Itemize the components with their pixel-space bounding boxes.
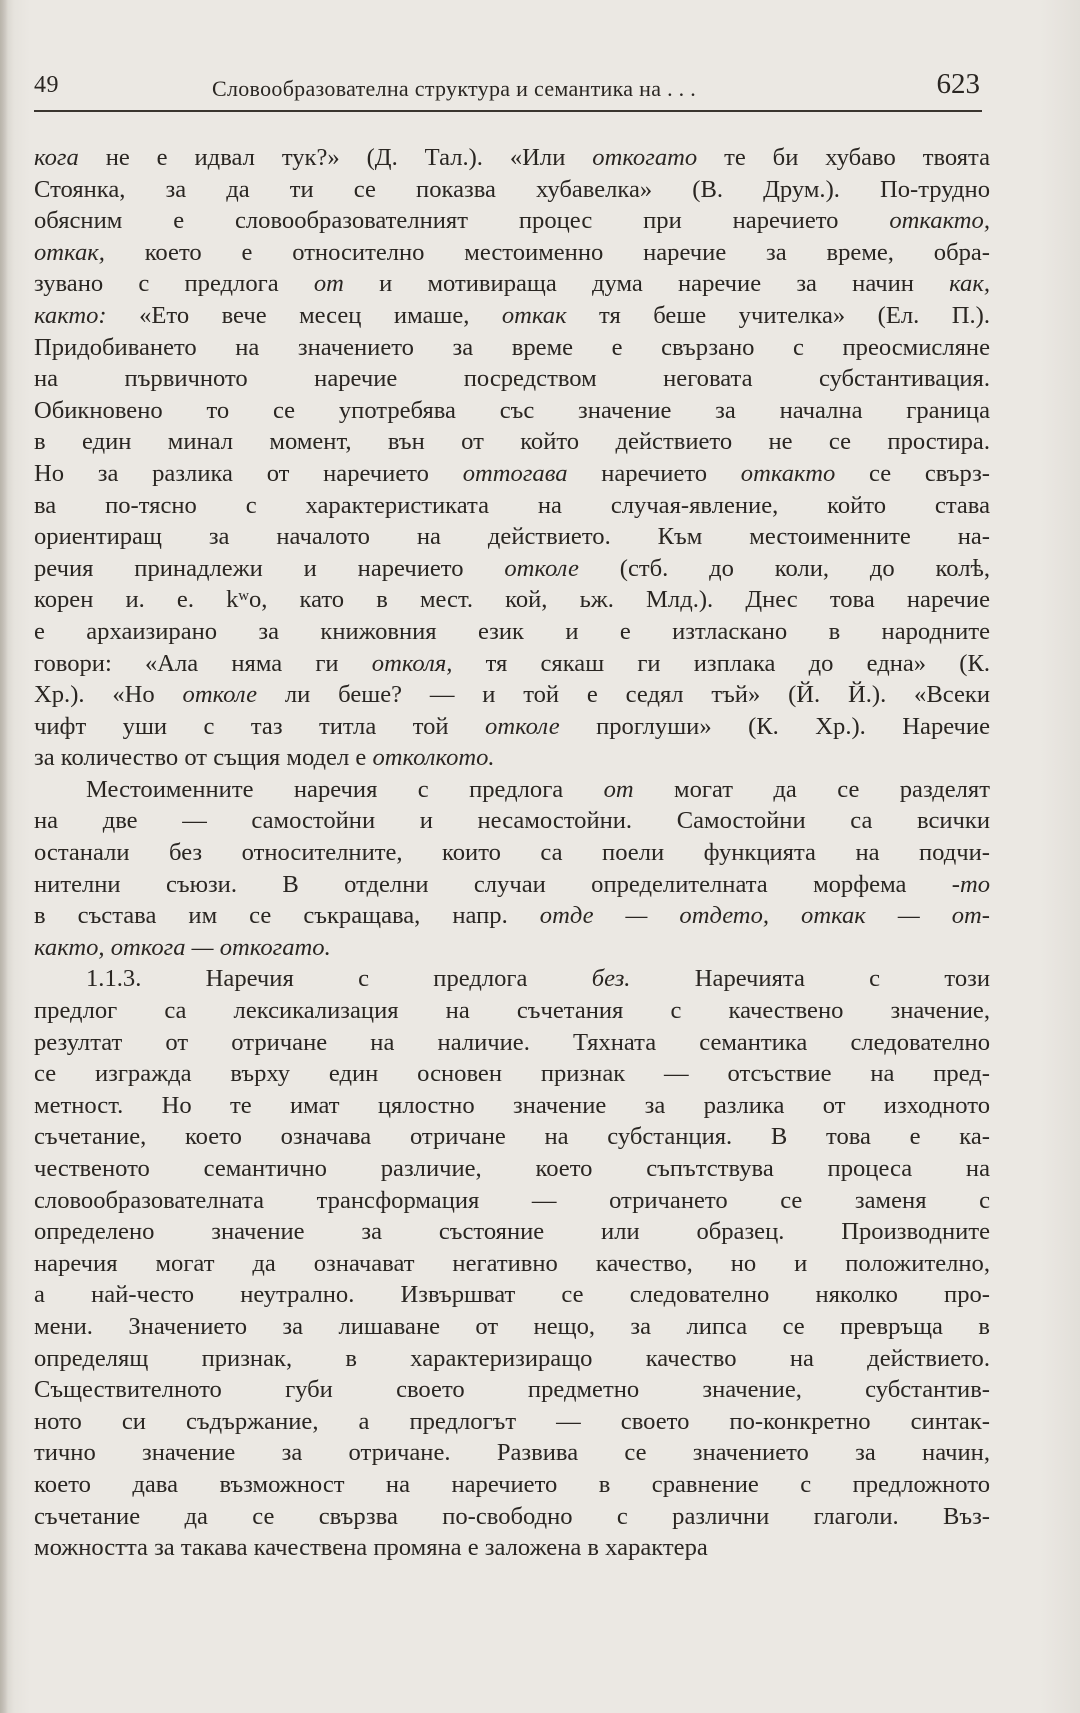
- text-line: ното си съдържание, а предлогът — своето по-конкретно синтак-: [34, 1407, 990, 1435]
- text-line: на първичното наречие посредством неговата субстантивация.: [34, 365, 990, 393]
- text-line: е архаизирано за книжовния език и е изтласкано в народните: [34, 617, 990, 645]
- italic-term: от: [603, 775, 634, 803]
- text-line: Придобиването на значението за време е свързано с преосмисляне: [34, 333, 990, 361]
- italic-term: откакто,: [889, 207, 990, 235]
- text-line: което дава възможност на наречието в сравнение с предложното: [34, 1470, 990, 1498]
- text-line: Местоименните наречия с предлога от могат да се разделят: [86, 775, 990, 803]
- italic-term: кога: [34, 144, 79, 171]
- text-line: зувано с предлога от и мотивираща дума наречие за начин как,: [34, 270, 990, 298]
- text-line: говори: «Ала няма ги отколя, тя сякаш ги изплака до една» (К.: [34, 649, 990, 677]
- text-line: словообразователната трансформация — отричането се заменя с: [34, 1186, 990, 1214]
- text-line: Съществителното губи своето предметно значение, субстантив-: [34, 1376, 990, 1404]
- text-line: мени. Значението за лишаване от нещо, за липса се превръща в: [34, 1312, 990, 1340]
- italic-term: от: [313, 270, 344, 298]
- text-line: наречия могат да означават негативно качество, но и положително,: [34, 1249, 990, 1277]
- italic-term: откогато: [592, 144, 698, 171]
- text-line: Хр.). «Но отколе ли беше? — и той е седял тъй» (Й. Й.). «Всеки: [34, 681, 990, 709]
- page-number: 623: [936, 68, 980, 100]
- text-line: в един минал момент, вън от който действието не се простира.: [34, 428, 990, 456]
- text-line: речия принадлежи и наречието отколе (стб. до коли, до колѣ,: [34, 554, 990, 582]
- text-line: чественото семантично различие, което съпътствува процеса на: [34, 1155, 990, 1182]
- body-text: [34, 142, 990, 1564]
- italic-term: откакто: [740, 459, 836, 487]
- text-line: ва по-тясно с характеристиката на случая-явление, който става: [34, 491, 990, 519]
- text-line: тично значение за отричане. Развива се значението за начин,: [34, 1439, 990, 1467]
- text-line: Но за разлика от наречието оттогава наречието откакто се свърз-: [34, 459, 990, 487]
- text-line: а най-често неутрално. Извършват се следователно няколко про-: [34, 1281, 990, 1309]
- text-line: определящ признак, в характеризиращо качество на действието.: [34, 1344, 990, 1372]
- header-rule: [34, 110, 982, 112]
- text-line: предлог са лексикализация на съчетания с качествено значение,: [34, 997, 990, 1025]
- italic-term: отколе: [485, 712, 560, 740]
- text-line: нителни съюзи. В отделни случаи определителната морфема -то: [34, 870, 990, 898]
- text-line: съчетание да се свързва по-свободно с различни глаголи. Въз-: [34, 1502, 990, 1530]
- text-line: [34, 932, 990, 964]
- text-line: можността за такава качествена промяна е заложена в характера: [34, 1534, 708, 1562]
- italic-term: както, откога — откогато.: [34, 933, 331, 961]
- text-line: 1.1.3. Наречия с предлога без. Наречията с този: [86, 965, 990, 993]
- text-line: определено значение за състояние или образец. Производните: [34, 1218, 990, 1246]
- text-line: метност. Но те имат цялостно значение за разлика от изходното: [34, 1091, 990, 1119]
- italic-term: както:: [34, 301, 107, 329]
- text-line: Обикновено то се употребява със значение за начална граница: [34, 396, 990, 424]
- italic-term: оттогава: [462, 459, 568, 487]
- text-line: останали без относителните, които са поели функцията на подчи-: [34, 839, 990, 867]
- text-line: кога не е идвал тук?» (Д. Тал.). «Или откогато те би хубаво твоята: [34, 144, 990, 171]
- running-title: Словообразователна структура и семантика на . . .: [212, 76, 697, 101]
- italic-term: отколя,: [371, 649, 453, 677]
- text-line: резултат от отричане на наличие. Тяхната семантика следователно: [34, 1028, 990, 1056]
- text-line: в състава им се съкращава, напр. отде — отдето, откак — от-: [34, 902, 990, 930]
- text-line: откак, което е относително местоименно наречие за време, обра-: [34, 238, 990, 266]
- text-line: за количество от същия модел е отколкото.: [34, 744, 495, 772]
- text-line: корен и. е. kʷo, като в мест. кой, ьж. Млд.). Днес това наречие: [34, 586, 990, 614]
- binding-shadow: [0, 0, 8, 1713]
- italic-term: откак,: [34, 238, 105, 266]
- text-line: обясним е словообразователният процес при наречието откакто,: [34, 207, 990, 235]
- text-line: се изгражда върху един основен признак — отсъствие на пред-: [34, 1060, 990, 1088]
- italic-term: откак: [501, 301, 567, 329]
- italic-term: отде — отдето, откак — от-: [539, 902, 990, 930]
- text-line: Стоянка, за да ти се показва хубавелка» (В. Друм.). По-трудно: [34, 175, 990, 203]
- text-line: съчетание, което означава отричане на субстанция. В това е ка-: [34, 1123, 990, 1151]
- italic-term: -то: [951, 870, 990, 898]
- italic-term: отколкото.: [372, 744, 495, 772]
- italic-term: без.: [591, 965, 631, 993]
- text-line: както: «Ето вече месец имаше, откак тя беше учителка» (Ел. П.).: [34, 301, 990, 329]
- italic-term: отколе: [182, 681, 258, 709]
- text-line: на две — самостойни и несамостойни. Самостойни са всички: [34, 807, 990, 835]
- text-line: чифт уши с таз титла той отколе проглуши» (К. Хр.). Наречие: [34, 712, 990, 740]
- running-header: [34, 70, 980, 110]
- italic-term: как,: [949, 270, 990, 298]
- italic-term: отколе: [504, 554, 579, 582]
- text-line: ориентиращ за началото на действието. Към местоименните на-: [34, 523, 990, 551]
- folio-number: 49: [34, 72, 59, 98]
